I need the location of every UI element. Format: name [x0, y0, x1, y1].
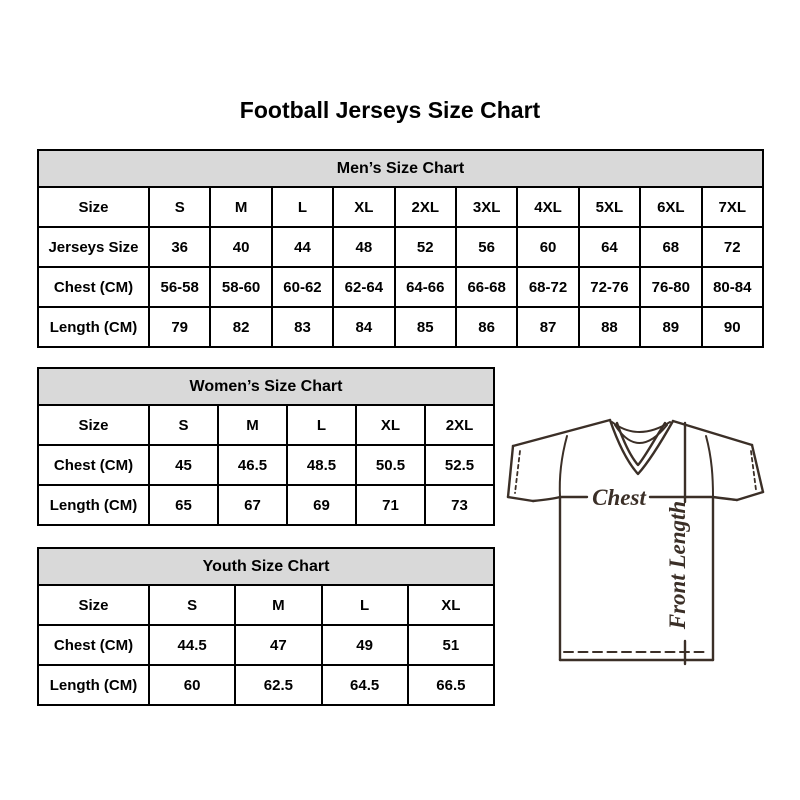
data-cell: 45 [149, 445, 218, 485]
column-header-cell: L [322, 585, 408, 625]
column-header-cell: 6XL [640, 187, 701, 227]
youth-size-table [37, 547, 495, 706]
table-caption-row [38, 368, 494, 405]
column-header-cell: XL [408, 585, 494, 625]
data-cell: 44 [272, 227, 333, 267]
table-row [38, 485, 494, 525]
data-cell: 88 [579, 307, 640, 347]
column-header-cell: XL [333, 187, 394, 227]
table-row [38, 227, 763, 267]
data-cell: 83 [272, 307, 333, 347]
column-header-cell: M [235, 585, 321, 625]
data-cell: 50.5 [356, 445, 425, 485]
column-header-cell: S [149, 585, 235, 625]
column-header-cell: S [149, 187, 210, 227]
column-header-cell: M [210, 187, 271, 227]
data-cell: 52.5 [425, 445, 494, 485]
column-header-cell: L [287, 405, 356, 445]
data-cell: 62.5 [235, 665, 321, 705]
data-cell: 40 [210, 227, 271, 267]
data-cell: 71 [356, 485, 425, 525]
row-header-cell: Chest (CM) [38, 445, 149, 485]
data-cell: 66-68 [456, 267, 517, 307]
mens-size-table [37, 149, 764, 348]
jersey-measurement-diagram [503, 398, 773, 688]
table-row [38, 625, 494, 665]
data-cell: 56 [456, 227, 517, 267]
data-cell: 64 [579, 227, 640, 267]
data-cell: 44.5 [149, 625, 235, 665]
data-cell: 85 [395, 307, 456, 347]
column-header-cell: XL [356, 405, 425, 445]
data-cell: 64-66 [395, 267, 456, 307]
data-cell: 62-64 [333, 267, 394, 307]
data-cell: 66.5 [408, 665, 494, 705]
data-cell: 56-58 [149, 267, 210, 307]
data-cell: 69 [287, 485, 356, 525]
table-row [38, 665, 494, 705]
table-row [38, 267, 763, 307]
left-cuff-stitch-dashes [515, 451, 520, 493]
data-cell: 46.5 [218, 445, 287, 485]
column-header-cell: Size [38, 585, 149, 625]
column-header-cell: Size [38, 187, 149, 227]
table-row [38, 187, 763, 227]
jersey-outline [508, 420, 763, 664]
table-row [38, 445, 494, 485]
page-title: Football Jerseys Size Chart [239, 97, 541, 123]
column-header-cell: 3XL [456, 187, 517, 227]
data-cell: 72 [702, 227, 763, 267]
column-header-cell: 4XL [517, 187, 578, 227]
data-cell: 76-80 [640, 267, 701, 307]
table-caption-row [38, 150, 763, 187]
data-cell: 47 [235, 625, 321, 665]
data-cell: 86 [456, 307, 517, 347]
column-header-cell: 5XL [579, 187, 640, 227]
data-cell: 51 [408, 625, 494, 665]
data-cell: 65 [149, 485, 218, 525]
youth-table-title: Youth Size Chart [38, 548, 494, 585]
data-cell: 60-62 [272, 267, 333, 307]
row-header-cell: Chest (CM) [38, 267, 149, 307]
data-cell: 82 [210, 307, 271, 347]
data-cell: 89 [640, 307, 701, 347]
data-cell: 72-76 [579, 267, 640, 307]
data-cell: 60 [517, 227, 578, 267]
table-row [38, 405, 494, 445]
data-cell: 36 [149, 227, 210, 267]
front-length-label: Front Length [665, 500, 690, 630]
row-header-cell: Chest (CM) [38, 625, 149, 665]
data-cell: 84 [333, 307, 394, 347]
data-cell: 64.5 [322, 665, 408, 705]
column-header-cell: 7XL [702, 187, 763, 227]
data-cell: 52 [395, 227, 456, 267]
row-header-cell: Length (CM) [38, 307, 149, 347]
row-header-cell: Jerseys Size [38, 227, 149, 267]
mens-table-title: Men’s Size Chart [38, 150, 763, 187]
womens-table-title: Women’s Size Chart [38, 368, 494, 405]
chest-label: Chest [592, 485, 646, 510]
row-header-cell: Length (CM) [38, 665, 149, 705]
data-cell: 68-72 [517, 267, 578, 307]
data-cell: 48 [333, 227, 394, 267]
table-row [38, 307, 763, 347]
column-header-cell: Size [38, 405, 149, 445]
column-header-cell: M [218, 405, 287, 445]
data-cell: 79 [149, 307, 210, 347]
column-header-cell: S [149, 405, 218, 445]
data-cell: 67 [218, 485, 287, 525]
table-caption-row [38, 548, 494, 585]
data-cell: 87 [517, 307, 578, 347]
column-header-cell: L [272, 187, 333, 227]
data-cell: 49 [322, 625, 408, 665]
column-header-cell: 2XL [395, 187, 456, 227]
data-cell: 48.5 [287, 445, 356, 485]
row-header-cell: Length (CM) [38, 485, 149, 525]
data-cell: 68 [640, 227, 701, 267]
data-cell: 80-84 [702, 267, 763, 307]
data-cell: 90 [702, 307, 763, 347]
data-cell: 58-60 [210, 267, 271, 307]
data-cell: 60 [149, 665, 235, 705]
womens-size-table [37, 367, 495, 526]
table-row [38, 585, 494, 625]
column-header-cell: 2XL [425, 405, 494, 445]
data-cell: 73 [425, 485, 494, 525]
